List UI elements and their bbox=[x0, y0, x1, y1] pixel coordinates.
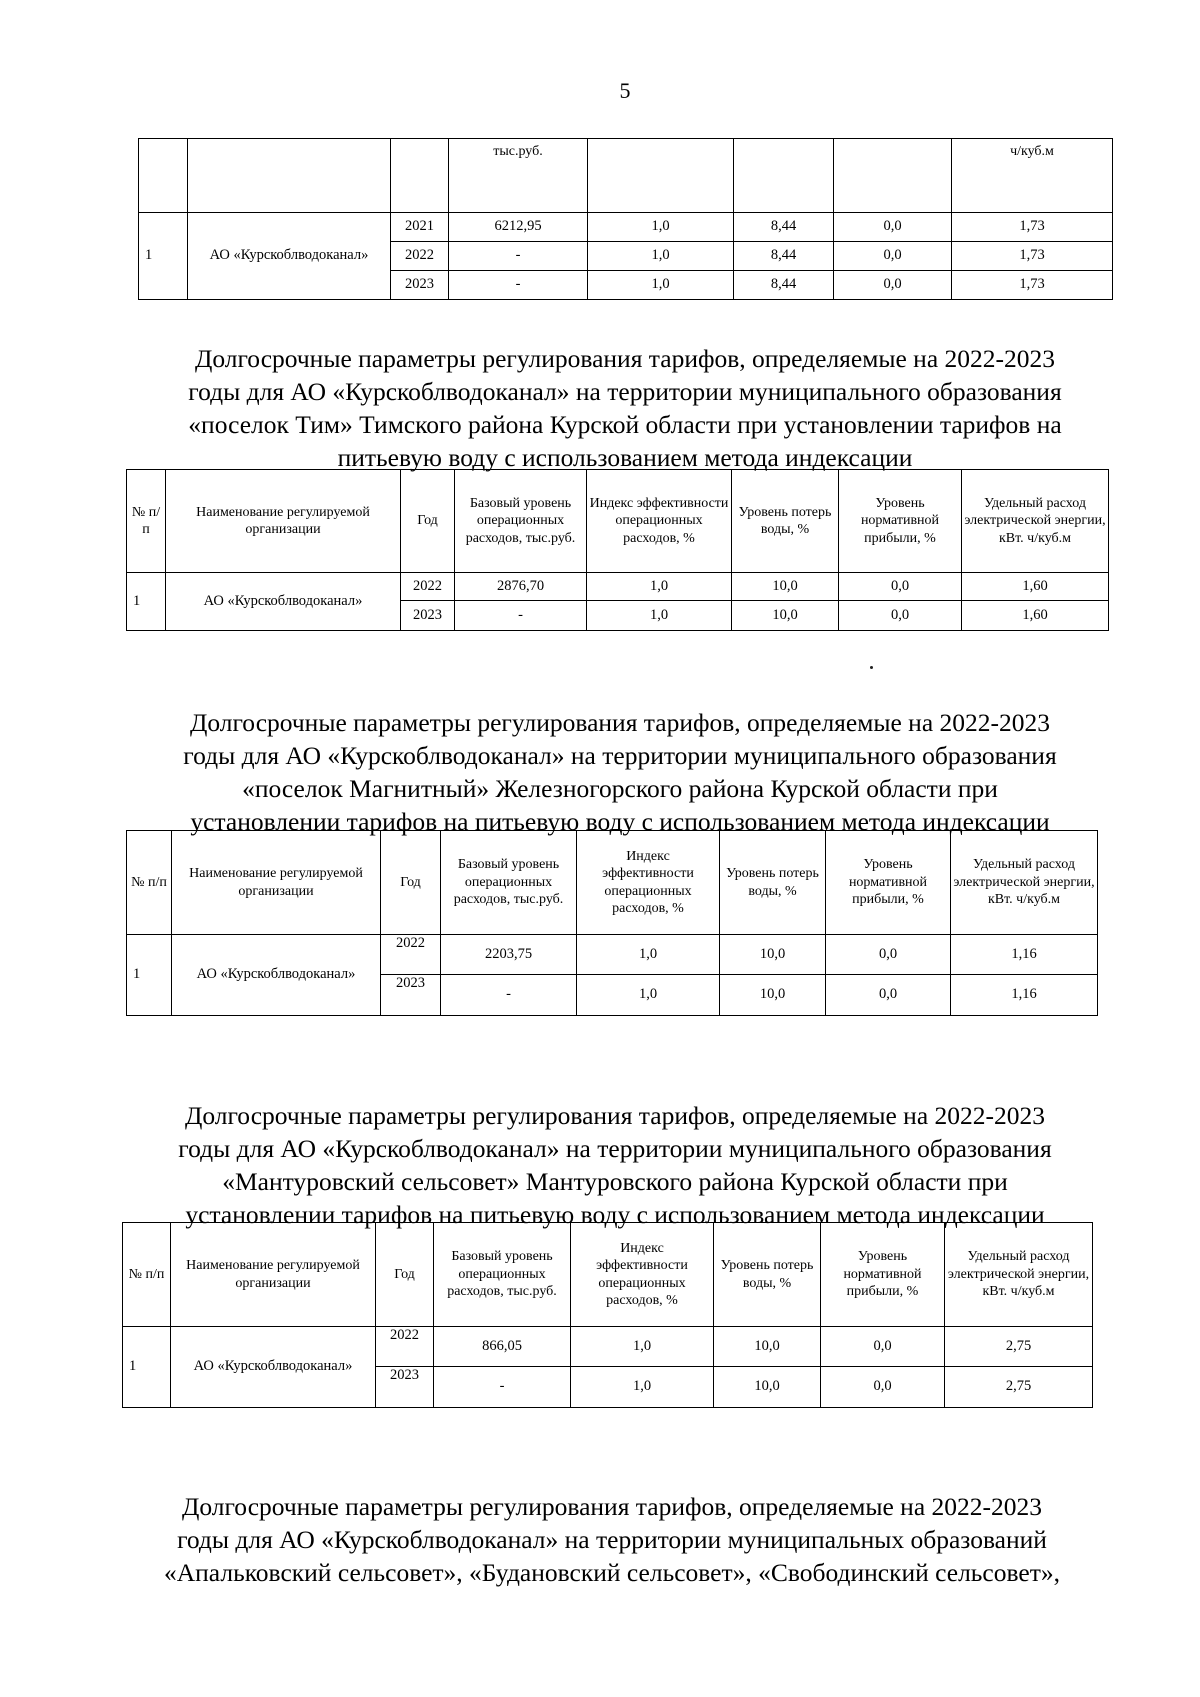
year: 2023 bbox=[381, 975, 441, 1016]
efficiency-index: 1,0 bbox=[588, 271, 734, 300]
profit-level: 0,0 bbox=[839, 601, 962, 631]
header-loss: Уровень потерь воды, % bbox=[720, 831, 826, 935]
organization-name: АО «Курскоблводоканал» bbox=[172, 935, 381, 1016]
base-opex: 6212,95 bbox=[449, 213, 588, 242]
base-opex: 2876,70 bbox=[455, 573, 587, 601]
header-index: Индекс эффективности операционных расходов, % bbox=[577, 831, 720, 935]
header-year: Год bbox=[381, 831, 441, 935]
section-title: Долгосрочные параметры регулирования тарифов, определяемые на 2022-2023 годы для АО «Курскоблводоканал» на территории муниципального образования «поселок Магнитный» Железногорского района Курской области при установлении тарифов на питьевую воду с использованием метода индексации bbox=[183, 708, 1057, 836]
year: 2023 bbox=[391, 271, 449, 300]
header-loss: Уровень потерь воды, % bbox=[714, 1223, 821, 1327]
header-year-cell bbox=[391, 139, 449, 213]
profit-level: 0,0 bbox=[821, 1367, 945, 1408]
base-opex: - bbox=[449, 271, 588, 300]
base-opex: 2203,75 bbox=[441, 935, 577, 975]
water-loss: 8,44 bbox=[734, 242, 834, 271]
header-index-cell bbox=[588, 139, 734, 213]
header-index: Индекс эффективности операционных расходов, % bbox=[571, 1223, 714, 1327]
year: 2023 bbox=[401, 601, 455, 631]
row-number: 1 bbox=[139, 213, 188, 300]
efficiency-index: 1,0 bbox=[571, 1367, 714, 1408]
year: 2022 bbox=[401, 573, 455, 601]
header-profit-cell bbox=[834, 139, 952, 213]
scan-speck bbox=[870, 666, 873, 669]
header-energy-tail: ч/куб.м bbox=[952, 139, 1113, 213]
tariff-table bbox=[126, 830, 1098, 1016]
profit-level: 0,0 bbox=[834, 242, 952, 271]
header-org: Наименование регулируемой организации bbox=[171, 1223, 376, 1327]
efficiency-index: 1,0 bbox=[588, 213, 734, 242]
page-number: 5 bbox=[619, 78, 631, 103]
header-num: № п/п bbox=[123, 1223, 171, 1327]
header-profit: Уровень нормативной прибыли, % bbox=[826, 831, 951, 935]
header-num-cell bbox=[139, 139, 188, 213]
row-number: 1 bbox=[127, 573, 166, 631]
profit-level: 0,0 bbox=[826, 935, 951, 975]
water-loss: 10,0 bbox=[732, 573, 839, 601]
efficiency-index: 1,0 bbox=[587, 601, 732, 631]
year: 2022 bbox=[391, 242, 449, 271]
energy-consumption: 2,75 bbox=[945, 1367, 1093, 1408]
header-year: Год bbox=[376, 1223, 434, 1327]
water-loss: 10,0 bbox=[714, 1367, 821, 1408]
energy-consumption: 1,60 bbox=[962, 601, 1109, 631]
efficiency-index: 1,0 bbox=[577, 975, 720, 1016]
water-loss: 8,44 bbox=[734, 271, 834, 300]
header-energy: Удельный расход электрической энергии, кВт. ч/куб.м bbox=[945, 1223, 1093, 1327]
section-title: Долгосрочные параметры регулирования тарифов, определяемые на 2022-2023 годы для АО «Курскоблводоканал» на территории муниципальных образований «Апальковский сельсовет», «Будановский сельсовет», «Свободинский сельсовет», bbox=[164, 1492, 1060, 1587]
table-row bbox=[139, 213, 1113, 242]
energy-consumption: 1,16 bbox=[951, 935, 1098, 975]
profit-level: 0,0 bbox=[821, 1327, 945, 1367]
efficiency-index: 1,0 bbox=[588, 242, 734, 271]
header-base: Базовый уровень операционных расходов, тыс.руб. bbox=[434, 1223, 571, 1327]
header-num: № п/п bbox=[127, 470, 166, 573]
header-org: Наименование регулируемой организации bbox=[166, 470, 401, 573]
water-loss: 10,0 bbox=[714, 1327, 821, 1367]
header-loss: Уровень потерь воды, % bbox=[732, 470, 839, 573]
header-profit: Уровень нормативной прибыли, % bbox=[839, 470, 962, 573]
organization-name: АО «Курскоблводоканал» bbox=[166, 573, 401, 631]
header-base-tail: тыс.руб. bbox=[449, 139, 588, 213]
header-num: № п/п bbox=[127, 831, 172, 935]
base-opex: - bbox=[449, 242, 588, 271]
header-loss-cell bbox=[734, 139, 834, 213]
efficiency-index: 1,0 bbox=[587, 573, 732, 601]
table-row bbox=[127, 935, 1098, 975]
energy-consumption: 1,73 bbox=[952, 271, 1113, 300]
profit-level: 0,0 bbox=[834, 213, 952, 242]
header-org: Наименование регулируемой организации bbox=[172, 831, 381, 935]
organization-name: АО «Курскоблводоканал» bbox=[171, 1327, 376, 1408]
header-index: Индекс эффективности операционных расходов, % bbox=[587, 470, 732, 573]
base-opex: 866,05 bbox=[434, 1327, 571, 1367]
row-number: 1 bbox=[123, 1327, 171, 1408]
energy-consumption: 1,60 bbox=[962, 573, 1109, 601]
header-base: Базовый уровень операционных расходов, тыс.руб. bbox=[455, 470, 587, 573]
base-opex: - bbox=[441, 975, 577, 1016]
header-base: Базовый уровень операционных расходов, тыс.руб. bbox=[441, 831, 577, 935]
energy-consumption: 2,75 bbox=[945, 1327, 1093, 1367]
organization-name: АО «Курскоблводоканал» bbox=[188, 213, 391, 300]
year: 2023 bbox=[376, 1367, 434, 1408]
water-loss: 10,0 bbox=[732, 601, 839, 631]
energy-consumption: 1,73 bbox=[952, 242, 1113, 271]
header-year: Год bbox=[401, 470, 455, 573]
row-number: 1 bbox=[127, 935, 172, 1016]
profit-level: 0,0 bbox=[834, 271, 952, 300]
water-loss: 8,44 bbox=[734, 213, 834, 242]
header-profit: Уровень нормативной прибыли, % bbox=[821, 1223, 945, 1327]
table-row bbox=[127, 573, 1109, 601]
efficiency-index: 1,0 bbox=[571, 1327, 714, 1367]
base-opex: - bbox=[455, 601, 587, 631]
energy-consumption: 1,73 bbox=[952, 213, 1113, 242]
tariff-table bbox=[122, 1222, 1093, 1408]
tariff-table bbox=[126, 469, 1109, 631]
header-energy: Удельный расход электрической энергии, кВт. ч/куб.м bbox=[962, 470, 1109, 573]
header-org-cell bbox=[188, 139, 391, 213]
efficiency-index: 1,0 bbox=[577, 935, 720, 975]
energy-consumption: 1,16 bbox=[951, 975, 1098, 1016]
year: 2021 bbox=[391, 213, 449, 242]
section-title: Долгосрочные параметры регулирования тарифов, определяемые на 2022-2023 годы для АО «Курскоблводоканал» на территории муниципального образования «Мантуровский сельсовет» Мантуровского района Курской области при установлении тарифов на питьевую воду с использованием метода индексации bbox=[178, 1101, 1052, 1229]
profit-level: 0,0 bbox=[826, 975, 951, 1016]
year: 2022 bbox=[381, 935, 441, 975]
table-row bbox=[123, 1327, 1093, 1367]
water-loss: 10,0 bbox=[720, 975, 826, 1016]
year: 2022 bbox=[376, 1327, 434, 1367]
base-opex: - bbox=[434, 1367, 571, 1408]
profit-level: 0,0 bbox=[839, 573, 962, 601]
section-title: Долгосрочные параметры регулирования тарифов, определяемые на 2022-2023 годы для АО «Курскоблводоканал» на территории муниципального образования «поселок Тим» Тимского района Курской области при установлении тарифов на питьевую воду с использованием метода индексации bbox=[188, 344, 1062, 472]
tariff-table-continuation bbox=[138, 138, 1113, 300]
water-loss: 10,0 bbox=[720, 935, 826, 975]
header-energy: Удельный расход электрической энергии, кВт. ч/куб.м bbox=[951, 831, 1098, 935]
